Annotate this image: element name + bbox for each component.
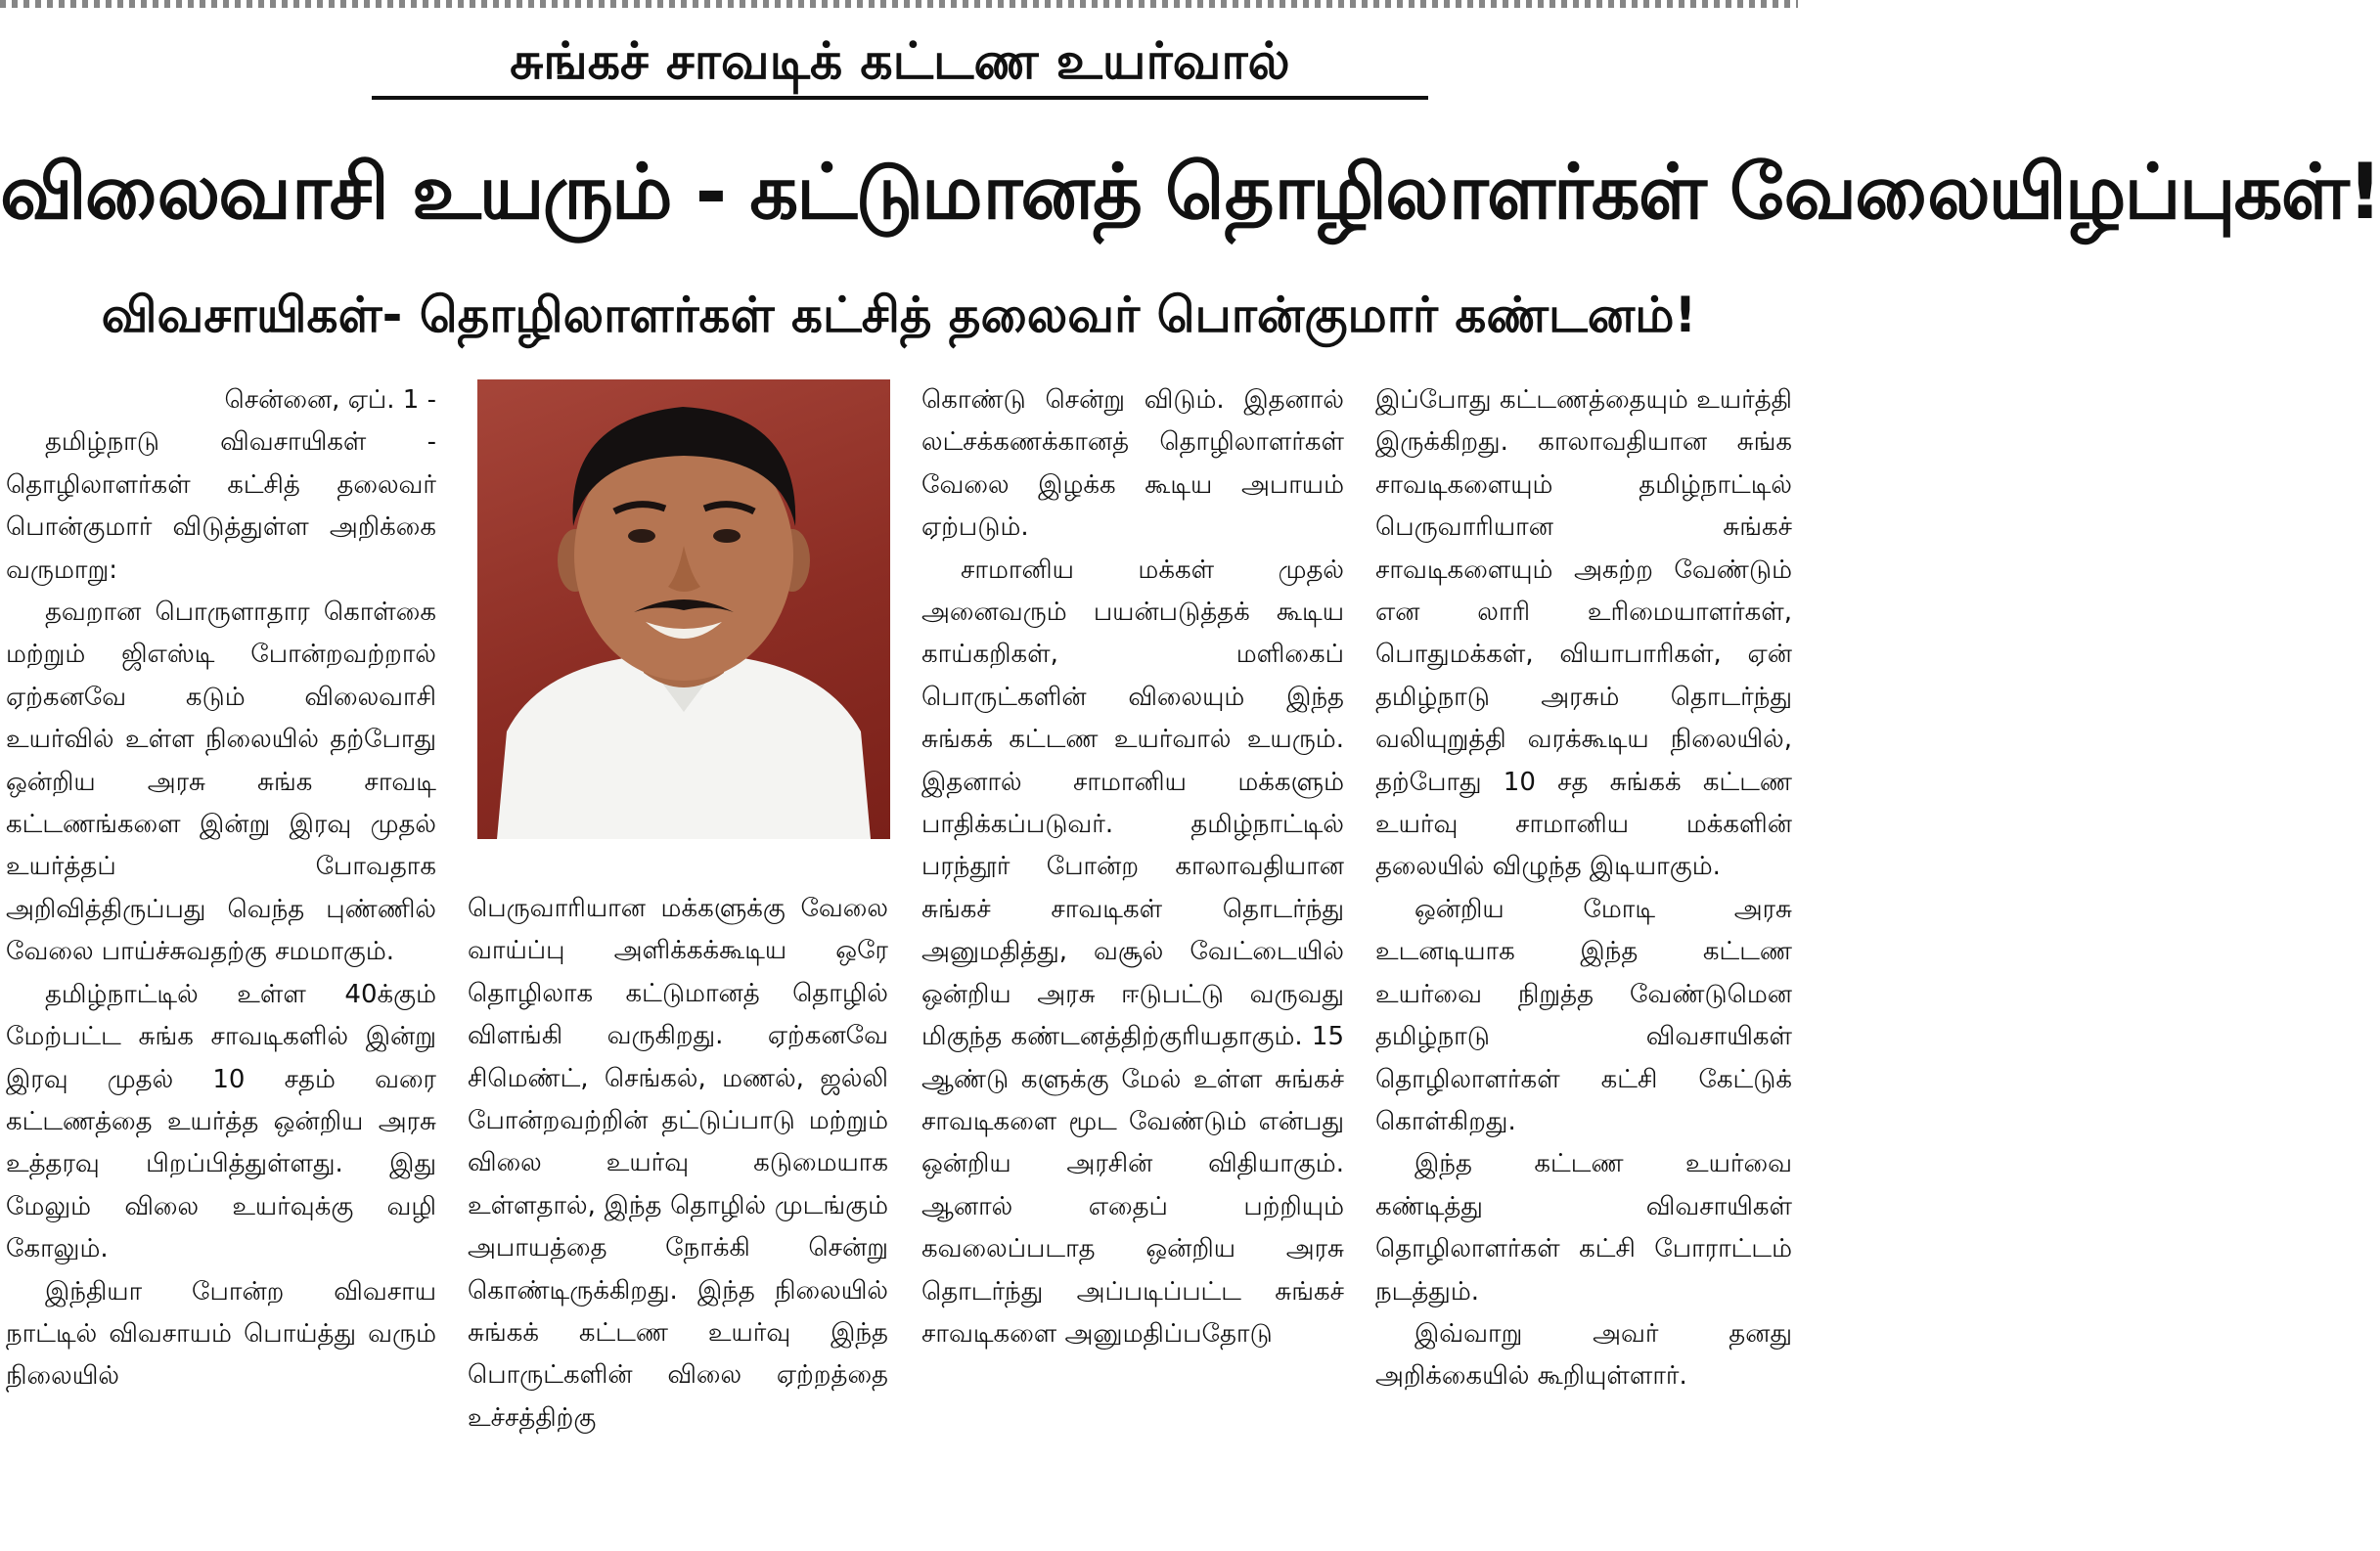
paragraph: தமிழ்நாட்டில் உள்ள 40க்கும் மேற்பட்ட சுங்க சாவடிகளில் இன்று இரவு முதல் 10 சதம் வரை கட்டணத்தை உயர்த்த ஒன்றிய அரசு உத்தரவு பிறப்பித்துள்ளது. இது மேலும் விலை உயர்வுக்கு வழி கோலும். (6, 979, 436, 1264)
paragraph: இந்த கட்டண உயர்வை கண்டித்து விவசாயிகள் தொழிலாளர்கள் கட்சி போராட்டம் நடத்தும். (1375, 1149, 1792, 1307)
paragraph: கொண்டு சென்று விடும். இதனால் லட்சக்கணக்கானத் தொழிலாளர்கள் வேலை இழக்க கூடிய அபாயம் ஏற்படும். (921, 385, 1344, 543)
column-4 (1375, 379, 1792, 1543)
column-3 (921, 379, 1344, 1543)
subhead: விவசாயிகள்- தொழிலாளர்கள் கட்சித் தலைவர் பொன்குமார் கண்டனம்! (101, 287, 1697, 343)
column-2 (468, 888, 888, 1543)
kicker: சுங்கச் சாவடிக் கட்டண உயர்வால் (372, 27, 1428, 100)
paragraph: சாமானிய மக்கள் முதல் அனைவரும் பயன்படுத்தக் கூடிய காய்கறிகள், மளிகைப் பொருட்களின் விலையும் இந்த சுங்கக் கட்டண உயர்வால் உயரும். இதனால் சாமானிய மக்களும் பாதிக்கப்படுவர். தமிழ்நாட்டில் பரந்தூர் போன்ற காலாவதியான சுங்கச் சாவடிகள் தொடர்ந்து அனுமதித்து, வசூல் வேட்டையில் ஒன்றிய அரசு ஈடுபட்டு வருவது மிகுந்த கண்டனத்திற்குரியதாகும். 15 ஆண்டு களுக்கு மேல் உள்ள சுங்கச் சாவடிகளை மூட வேண்டும் என்பது ஒன்றிய அரசின் விதியாகும். ஆனால் எதைப் பற்றியும் கவலைப்படாத ஒன்றிய அரசு தொடர்ந்து அப்படிப்பட்ட சுங்கச் சாவடிகளை அனுமதிப்பதோடு (921, 554, 1344, 1349)
portrait-photo (477, 379, 890, 839)
paragraph: ஒன்றிய மோடி அரசு உடனடியாக இந்த கட்டண உயர்வை நிறுத்த வேண்டுமென தமிழ்நாடு விவசாயிகள் தொழிலாளர்கள் கட்சி கேட்டுக் கொள்கிறது. (1375, 894, 1792, 1136)
dateline: சென்னை, ஏப். 1 - (224, 385, 436, 415)
paragraph: பெருவாரியான மக்களுக்கு வேலை வாய்ப்பு அளிக்கக்கூடிய ஒரே தொழிலாக கட்டுமானத் தொழில் விளங்கி வருகிறது. ஏற்கனவே சிமெண்ட், செங்கல், மணல், ஜல்லி போன்றவற்றின் தட்டுப்பாடு மற்றும் விலை உயர்வு கடுமையாக உள்ளதால், இந்த தொழில் முடங்கும் அபாயத்தை நோக்கி சென்று கொண்டிருக்கிறது. இந்த நிலையில் சுங்கக் கட்டண உயர்வு இந்த பொருட்களின் விலை ஏற்றத்தை உச்சத்திற்கு (468, 894, 888, 1433)
headline: விலைவாசி உயரும் - கட்டுமானத் தொழிலாளர்கள் வேலையிழப்புகள்! (0, 149, 2380, 237)
paragraph: தவறான பொருளாதார கொள்கை மற்றும் ஜிஎஸ்டி போன்றவற்றால் ஏற்கனவே கடும் விலைவாசி உயர்வில் உள்ள நிலையில் தற்போது ஒன்றிய அரசு சுங்க சாவடி கட்டணங்களை இன்று இரவு முதல் உயர்த்தப் போவதாக அறிவித்திருப்பது வெந்த புண்ணில் வேலை பாய்ச்சுவதற்கு சமமாகும். (6, 598, 436, 967)
top-rule (0, 0, 1798, 8)
paragraph: இந்தியா போன்ற விவசாய நாட்டில் விவசாயம் பொய்த்து வரும் நிலையில் (6, 1276, 436, 1392)
paragraph: இப்போது கட்டணத்தையும் உயர்த்தி இருக்கிறது. காலாவதியான சுங்க சாவடிகளையும் தமிழ்நாட்டில் பெருவாரியான சுங்கச் சாவடிகளையும் அகற்ற வேண்டும் என லாரி உரிமையாளர்கள், பொதுமக்கள், வியாபாரிகள், ஏன் தமிழ்நாடு அரசும் தொடர்ந்து வலியுறுத்தி வரக்கூடிய நிலையில், தற்போது 10 சத சுங்கக் கட்டண உயர்வு சாமானிய மக்களின் தலையில் விழுந்த இடியாகும். (1375, 385, 1792, 882)
paragraph: இவ்வாறு அவர் தனது அறிக்கையில் கூறியுள்ளார். (1375, 1318, 1792, 1392)
paragraph: தமிழ்நாடு விவசாயிகள் - தொழிலாளர்கள் கட்சித் தலைவர் பொன்குமார் விடுத்துள்ள அறிக்கை வருமாறு: (6, 427, 436, 585)
column-1 (6, 379, 436, 1543)
